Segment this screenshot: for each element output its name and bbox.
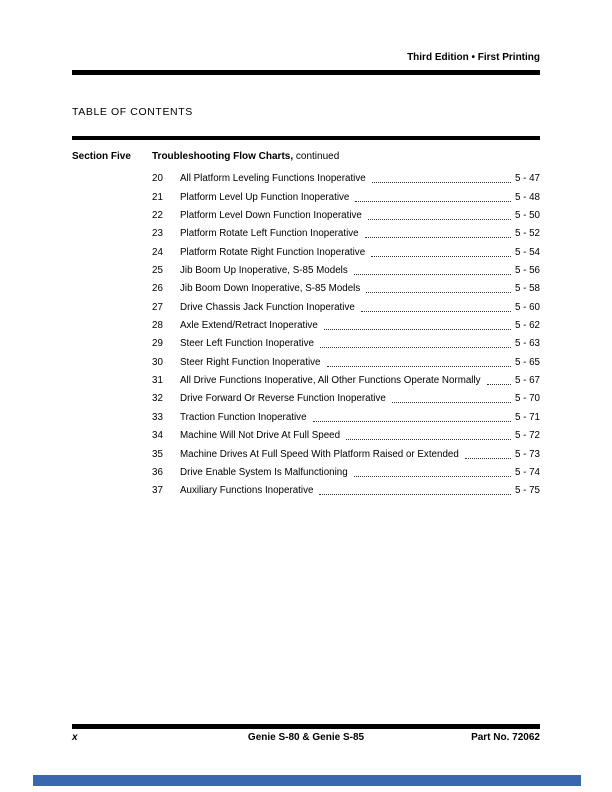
toc-entry-title: Platform Level Up Function Inoperative — [180, 191, 350, 203]
dotted-leader — [346, 439, 511, 440]
toc-entry — [152, 222, 540, 240]
toc-entry-number: 31 — [152, 375, 163, 387]
toc-entry — [152, 442, 540, 460]
toc-entry-title: Axle Extend/Retract Inoperative — [180, 320, 318, 332]
section-title-bold: Troubleshooting Flow Charts, — [152, 151, 294, 162]
toc-entry-title: Machine Drives At Full Speed With Platform Raised or Extended — [180, 448, 459, 460]
dotted-leader — [366, 292, 511, 293]
dotted-leader — [313, 421, 511, 422]
toc-entry-number: 25 — [152, 265, 163, 277]
toc-entry-page: 5 - 70 — [514, 393, 540, 405]
toc-entry — [152, 405, 540, 423]
section-title — [152, 151, 339, 162]
section-label: Section Five — [72, 151, 131, 162]
toc-entry-list — [152, 167, 540, 497]
toc-entry-number: 22 — [152, 210, 163, 222]
toc-content — [72, 151, 540, 497]
dotted-leader — [368, 219, 511, 220]
toc-entry-page: 5 - 58 — [514, 283, 540, 295]
toc-entry-page: 5 - 48 — [514, 191, 540, 203]
dotted-leader — [355, 201, 511, 202]
toc-entry-number: 26 — [152, 283, 163, 295]
dotted-leader — [354, 274, 511, 275]
dotted-leader — [324, 329, 511, 330]
bottom-blue-bar — [33, 775, 581, 786]
toc-entry-page: 5 - 50 — [514, 210, 540, 222]
header-rule — [72, 70, 540, 75]
toc-entry-page: 5 - 74 — [514, 466, 540, 478]
toc-entry — [152, 295, 540, 313]
dotted-leader — [319, 494, 511, 495]
toc-entry-number: 37 — [152, 485, 163, 497]
dotted-leader — [354, 476, 511, 477]
toc-entry-page: 5 - 71 — [514, 411, 540, 423]
dotted-leader — [320, 347, 511, 348]
toc-entry-title: Platform Rotate Right Function Inoperative — [180, 246, 366, 258]
toc-entry — [152, 479, 540, 497]
section-title-continued: continued — [293, 151, 340, 162]
footer-model-title: Genie S-80 & Genie S-85 — [247, 732, 365, 743]
dotted-leader — [327, 366, 511, 367]
dotted-leader — [487, 384, 511, 385]
toc-entry-title: Jib Boom Up Inoperative, S-85 Models — [180, 265, 348, 277]
dotted-leader — [372, 182, 511, 183]
toc-entry-page: 5 - 52 — [514, 228, 540, 240]
footer-page-number: x — [72, 732, 78, 743]
footer — [72, 732, 540, 746]
toc-entry-number: 20 — [152, 173, 163, 185]
toc-entry-number: 29 — [152, 338, 163, 350]
dotted-leader — [392, 402, 511, 403]
toc-entry — [152, 314, 540, 332]
toc-entry — [152, 424, 540, 442]
toc-entry — [152, 167, 540, 185]
toc-entry-number: 32 — [152, 393, 163, 405]
toc-entry-number: 24 — [152, 246, 163, 258]
toc-entry — [152, 277, 540, 295]
toc-entry-number: 28 — [152, 320, 163, 332]
toc-entry — [152, 259, 540, 277]
footer-rule — [72, 724, 540, 729]
toc-entry-page: 5 - 72 — [514, 430, 540, 442]
toc-entry — [152, 461, 540, 479]
dotted-leader — [465, 458, 511, 459]
toc-entry — [152, 369, 540, 387]
toc-entry-title: Traction Function Inoperative — [180, 411, 307, 423]
section-heading-row — [72, 151, 540, 162]
dotted-leader — [365, 237, 511, 238]
toc-entry-page: 5 - 75 — [514, 485, 540, 497]
toc-entry — [152, 204, 540, 222]
toc-entry-page: 5 - 65 — [514, 356, 540, 368]
dotted-leader — [361, 311, 511, 312]
toc-entry-page: 5 - 73 — [514, 448, 540, 460]
toc-entry-title: Drive Forward Or Reverse Function Inoperative — [180, 393, 386, 405]
toc-entry-page: 5 - 60 — [514, 301, 540, 313]
toc-entry-number: 35 — [152, 448, 163, 460]
page-title: TABLE OF CONTENTS — [72, 106, 193, 118]
toc-entry-title: Steer Right Function Inoperative — [180, 356, 321, 368]
toc-entry-page: 5 - 63 — [514, 338, 540, 350]
toc-entry-title: Auxiliary Functions Inoperative — [180, 485, 314, 497]
toc-rule — [72, 136, 540, 140]
toc-entry-title: Steer Left Function Inoperative — [180, 338, 314, 350]
toc-entry — [152, 185, 540, 203]
toc-entry-title: All Drive Functions Inoperative, All Other Functions Operate Normally — [180, 375, 481, 387]
edition-header: Third Edition • First Printing — [407, 52, 540, 63]
toc-entry-number: 27 — [152, 301, 163, 313]
toc-entry-number: 33 — [152, 411, 163, 423]
toc-entry-title: Platform Rotate Left Function Inoperative — [180, 228, 359, 240]
footer-part-number: Part No. 72062 — [471, 732, 540, 743]
toc-entry-title: Drive Enable System Is Malfunctioning — [180, 466, 348, 478]
toc-entry — [152, 350, 540, 368]
toc-entry-page: 5 - 62 — [514, 320, 540, 332]
toc-entry-page: 5 - 54 — [514, 246, 540, 258]
toc-entry-page: 5 - 56 — [514, 265, 540, 277]
toc-entry-number: 21 — [152, 191, 163, 203]
toc-entry-page: 5 - 67 — [514, 375, 540, 387]
toc-entry-number: 34 — [152, 430, 163, 442]
toc-entry — [152, 240, 540, 258]
toc-entry-title: Drive Chassis Jack Function Inoperative — [180, 301, 355, 313]
toc-entry-title: Platform Level Down Function Inoperative — [180, 210, 362, 222]
toc-entry-number: 30 — [152, 356, 163, 368]
toc-entry-title: All Platform Leveling Functions Inoperative — [180, 173, 366, 185]
toc-entry-number: 36 — [152, 466, 163, 478]
toc-entry-title: Jib Boom Down Inoperative, S-85 Models — [180, 283, 361, 295]
toc-entry — [152, 387, 540, 405]
toc-entry-page: 5 - 47 — [514, 173, 540, 185]
dotted-leader — [371, 256, 511, 257]
toc-entry — [152, 332, 540, 350]
toc-entry-number: 23 — [152, 228, 163, 240]
toc-entry-title: Machine Will Not Drive At Full Speed — [180, 430, 341, 442]
